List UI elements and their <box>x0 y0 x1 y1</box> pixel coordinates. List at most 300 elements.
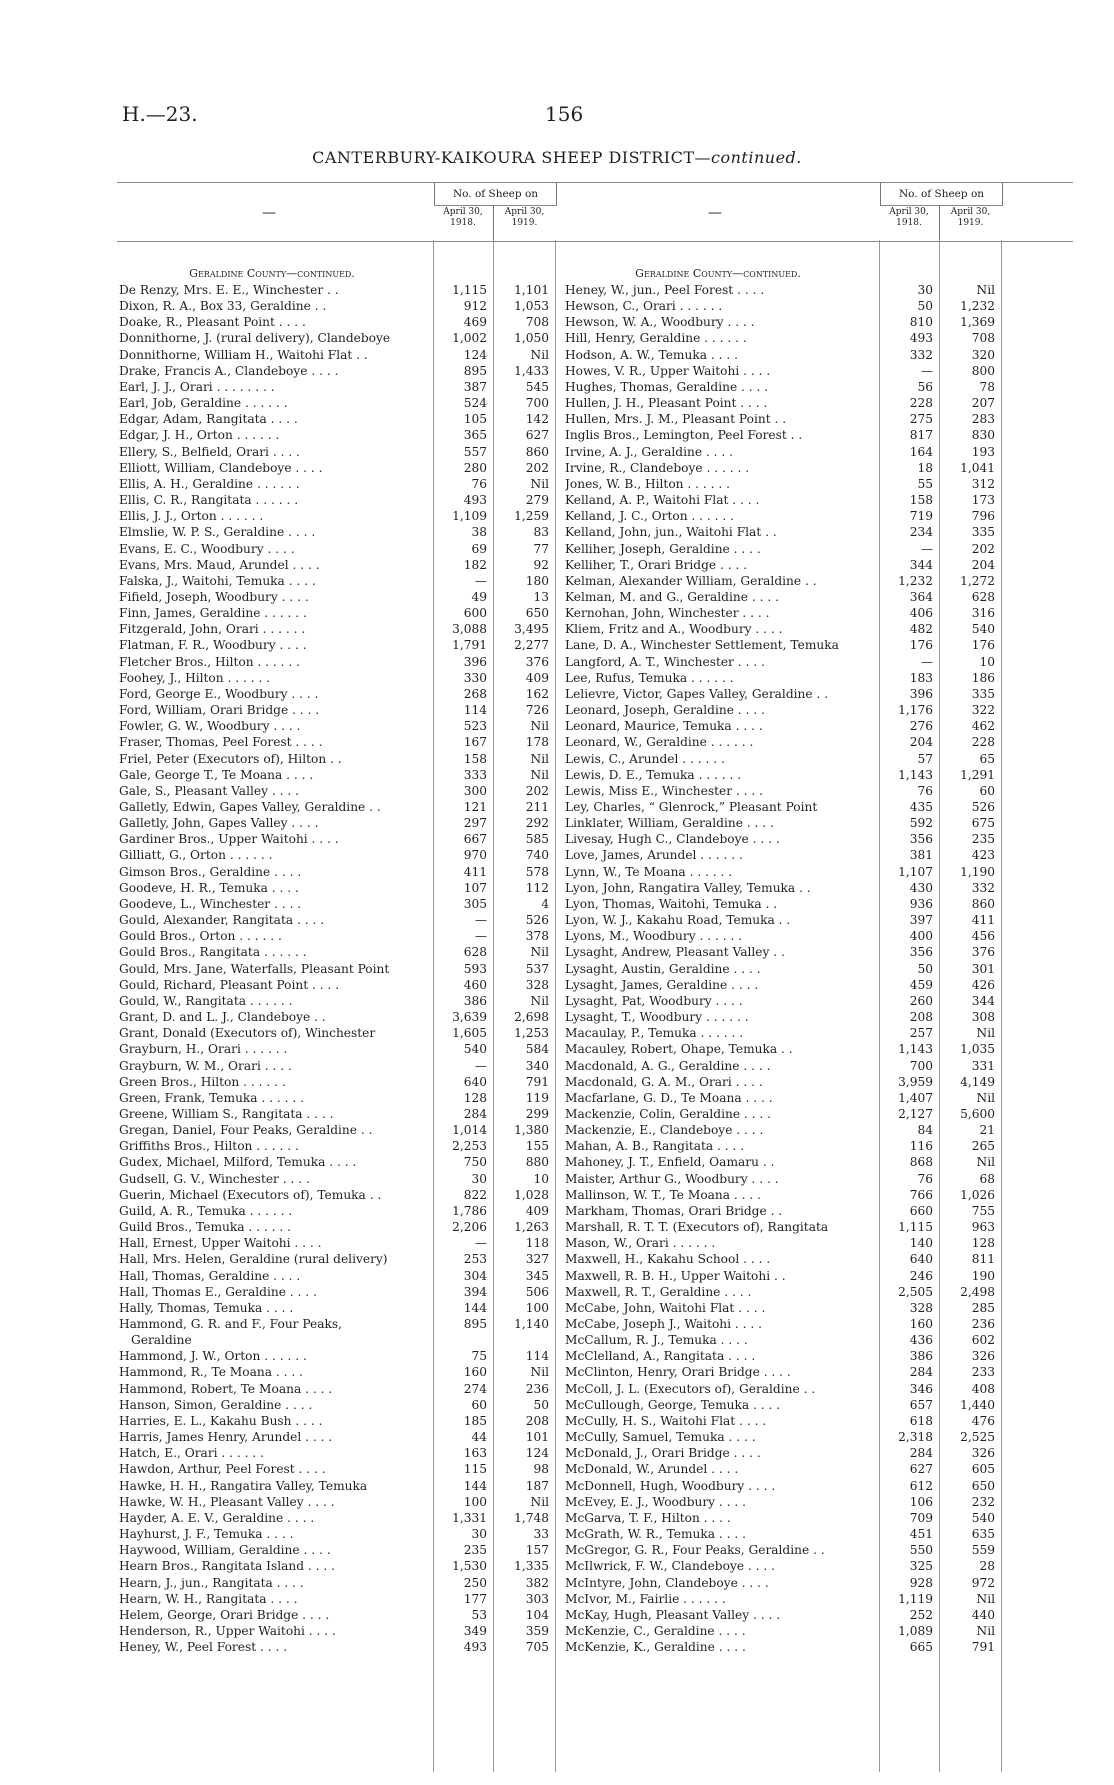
owner-name: Heney, W., jun., Peel Forest . . . . <box>565 283 765 297</box>
owner-name: Ford, George E., Woodbury . . . . <box>119 686 319 701</box>
table-row <box>117 573 627 589</box>
table-row <box>563 734 1073 750</box>
owner-name: Lysaght, Andrew, Pleasant Valley . . <box>565 945 785 960</box>
sheep-1918: 275 <box>909 412 933 427</box>
sheep-1919: Nil <box>530 1365 549 1380</box>
sheep-1919: 635 <box>971 1527 995 1542</box>
sheep-1919: 602 <box>971 1333 995 1348</box>
table-row <box>563 1268 1073 1284</box>
owner-name: Lysaght, Austin, Geraldine . . . . <box>565 961 761 976</box>
sheep-1918: 766 <box>909 1187 933 1202</box>
table-row <box>563 1510 1073 1526</box>
owner-name: Lysaght, James, Geraldine . . . . <box>565 977 759 992</box>
table-row <box>117 314 627 330</box>
table-row <box>117 1332 627 1348</box>
table-row <box>563 1364 1073 1380</box>
sheep-1918: 550 <box>909 1543 933 1558</box>
table-row <box>117 928 627 944</box>
sheep-1918: 49 <box>471 589 487 604</box>
owner-name: Hammond, G. R. and F., Four Peaks, <box>119 1317 343 1331</box>
sheep-1919: 1,291 <box>960 767 995 782</box>
table-row <box>117 1413 627 1429</box>
table-row <box>563 1219 1073 1235</box>
sheep-1919: 292 <box>525 816 549 831</box>
sheep-1919: 180 <box>525 573 549 588</box>
owner-name: Edgar, Adam, Rangitata . . . . <box>119 412 298 427</box>
owner-name: Ellis, J. J., Orton . . . . . . <box>119 509 264 524</box>
sheep-1918: 1,143 <box>898 767 933 782</box>
sheep-1919: 972 <box>971 1575 995 1590</box>
sheep-1918: 114 <box>463 703 487 718</box>
sheep-1918: 2,318 <box>898 1430 933 1445</box>
sheep-1918: 208 <box>909 1010 933 1025</box>
table-row <box>563 1639 1073 1655</box>
sheep-1918: 284 <box>463 1106 487 1121</box>
table-row <box>563 1316 1073 1332</box>
sheep-1919: 376 <box>525 654 549 669</box>
owner-name: Lewis, D. E., Temuka . . . . . . <box>565 767 742 782</box>
sheep-1919: 1,380 <box>514 1123 549 1138</box>
sheep-1919: 811 <box>971 1252 995 1267</box>
sheep-1918: 460 <box>463 977 487 992</box>
county-heading: Geraldine County—continued. <box>189 267 355 280</box>
sheep-1919: 5,600 <box>960 1106 995 1121</box>
sheep-1918: 2,505 <box>898 1284 933 1299</box>
left-rows <box>117 282 627 1655</box>
sheep-1918: 235 <box>463 1543 487 1558</box>
owner-name: Green, Frank, Temuka . . . . . . <box>119 1090 305 1105</box>
sheep-1918: 1,107 <box>898 864 933 879</box>
sheep-1919: 2,525 <box>960 1430 995 1445</box>
sheep-1919: 1,101 <box>514 283 549 297</box>
owner-name: Macdonald, A. G., Geraldine . . . . <box>565 1058 771 1073</box>
owner-name: Hayder, A. E. V., Geraldine . . . . <box>119 1510 315 1525</box>
sheep-1919: Nil <box>976 283 995 297</box>
owner-name: Maxwell, R. B. H., Upper Waitohi . . <box>565 1268 786 1283</box>
owner-name: Macaulay, P., Temuka . . . . . . <box>565 1026 744 1041</box>
owner-name: Hayhurst, J. F., Temuka . . . . <box>119 1527 294 1542</box>
sheep-1919: 791 <box>525 1074 549 1089</box>
owner-name: Kelliher, Joseph, Geraldine . . . . <box>565 541 761 556</box>
owner-name: McIlwrick, F. W., Clandeboye . . . . <box>565 1559 776 1574</box>
owner-name: Harries, E. L., Kakahu Bush . . . . <box>119 1413 323 1428</box>
sheep-1919: 340 <box>525 1058 549 1073</box>
year-1919-header: April 30, 1919. <box>950 207 991 228</box>
sheep-1919: 301 <box>971 961 995 976</box>
owner-name: Hearn Bros., Rangitata Island . . . . <box>119 1559 336 1574</box>
table-row <box>117 379 627 395</box>
table-row <box>117 1058 627 1074</box>
sheep-1919: 1,253 <box>514 1026 549 1041</box>
table-row <box>117 524 627 540</box>
sheep-1918: 365 <box>463 428 487 443</box>
sheep-1918: — <box>920 654 933 669</box>
sheep-1919: 21 <box>979 1123 995 1138</box>
sheep-1919: 409 <box>525 670 549 685</box>
sheep-1918: 330 <box>463 670 487 685</box>
sheep-1918: 1,331 <box>452 1510 487 1525</box>
table-row <box>117 1445 627 1461</box>
sheep-1918: 253 <box>463 1252 487 1267</box>
owner-name: Hall, Ernest, Upper Waitohi . . . . <box>119 1236 322 1251</box>
sheep-1918: 394 <box>463 1284 487 1299</box>
owner-name: Helem, George, Orari Bridge . . . . <box>119 1607 330 1622</box>
table-row <box>563 1591 1073 1607</box>
owner-name: Lyons, M., Woodbury . . . . . . <box>565 929 743 944</box>
sheep-1918: 115 <box>463 1462 487 1477</box>
sheep-1918: 2,127 <box>898 1106 933 1121</box>
table-row <box>117 1203 627 1219</box>
table-row <box>563 751 1073 767</box>
sheep-1918: 304 <box>463 1268 487 1283</box>
owner-name: Gale, S., Pleasant Valley . . . . <box>119 783 299 798</box>
sheep-1919: 77 <box>533 541 549 556</box>
sheep-1918: 928 <box>909 1575 933 1590</box>
sheep-1919: 299 <box>525 1106 549 1121</box>
table-row <box>563 1348 1073 1364</box>
table-row <box>563 1429 1073 1445</box>
sheep-tables <box>0 182 1114 1772</box>
table-row <box>117 637 627 653</box>
table-row <box>563 815 1073 831</box>
table-row <box>117 1575 627 1591</box>
table-row <box>563 767 1073 783</box>
sheep-1919: 118 <box>525 1236 549 1251</box>
sheep-1919: 1,440 <box>960 1397 995 1412</box>
sheep-1918: — <box>474 1236 487 1251</box>
sheep-1918: 387 <box>463 379 487 394</box>
owner-name: Leonard, Joseph, Geraldine . . . . <box>565 703 765 718</box>
owner-name: De Renzy, Mrs. E. E., Winchester . . <box>119 283 339 297</box>
table-row <box>563 621 1073 637</box>
sheep-1918: 349 <box>463 1623 487 1638</box>
owner-name: Marshall, R. T. T. (Executors of), Rangitata <box>565 1220 829 1235</box>
sheep-1918: 1,176 <box>898 703 933 718</box>
table-row <box>117 476 627 492</box>
sheep-1918: 524 <box>463 396 487 411</box>
sheep-1919: 279 <box>525 493 549 508</box>
table-row <box>117 1526 627 1542</box>
sheep-1918: 364 <box>909 589 933 604</box>
table-row <box>117 1154 627 1170</box>
owner-name: McDonald, W., Arundel . . . . <box>565 1462 739 1477</box>
owner-name: McEvey, E. J., Woodbury . . . . <box>565 1494 747 1509</box>
table-row <box>563 1461 1073 1477</box>
table-row <box>117 1607 627 1623</box>
sheep-1918: 459 <box>909 977 933 992</box>
table-row <box>117 1041 627 1057</box>
table-row <box>117 1591 627 1607</box>
owner-name: Doake, R., Pleasant Point . . . . <box>119 315 306 330</box>
owner-name: Fletcher Bros., Hilton . . . . . . <box>119 654 301 669</box>
sheep-1918: 709 <box>909 1510 933 1525</box>
sheep-1918: 182 <box>463 557 487 572</box>
table-row <box>563 1074 1073 1090</box>
sheep-1919: 178 <box>525 735 549 750</box>
owner-name: Hawdon, Arthur, Peel Forest . . . . <box>119 1462 326 1477</box>
owner-name: Evans, E. C., Woodbury . . . . <box>119 541 295 556</box>
table-row <box>563 541 1073 557</box>
sheep-1919: 124 <box>525 1446 549 1461</box>
owner-name: Hammond, J. W., Orton . . . . . . <box>119 1349 307 1364</box>
table-row <box>563 702 1073 718</box>
sheep-1918: 436 <box>909 1333 933 1348</box>
table-row <box>117 1187 627 1203</box>
table-row <box>117 1219 627 1235</box>
sheep-1919: 506 <box>525 1284 549 1299</box>
table-row <box>563 1122 1073 1138</box>
sheep-1919: 207 <box>971 396 995 411</box>
owner-name: Mahan, A. B., Rangitata . . . . <box>565 1139 745 1154</box>
table-row <box>563 1284 1073 1300</box>
sheep-1918: 50 <box>917 961 933 976</box>
sheep-1919: 10 <box>979 654 995 669</box>
table-row <box>117 1009 627 1025</box>
sheep-1919: 208 <box>525 1413 549 1428</box>
table-row <box>563 686 1073 702</box>
owner-name: Fifield, Joseph, Woodbury . . . . <box>119 589 309 604</box>
owner-name: Lyon, John, Rangatira Valley, Temuka . . <box>565 880 811 895</box>
sheep-1918: 810 <box>909 315 933 330</box>
owner-name: Love, James, Arundel . . . . . . <box>565 848 743 863</box>
title-main: CANTERBURY-KAIKOURA SHEEP DISTRICT— <box>312 148 712 167</box>
table-row <box>117 1122 627 1138</box>
owner-name: Ley, Charles, “ Glenrock,” Pleasant Point <box>565 800 818 814</box>
year-1919-header: April 30, 1919. <box>504 207 545 228</box>
owner-name: Gregan, Daniel, Four Peaks, Geraldine . . <box>119 1123 373 1138</box>
sheep-1918: 618 <box>909 1413 933 1428</box>
table-row <box>563 492 1073 508</box>
sheep-1918: 38 <box>471 525 487 540</box>
sheep-1919: 860 <box>525 444 549 459</box>
table-row <box>117 1138 627 1154</box>
table-row <box>117 799 627 815</box>
owner-name: Hewson, C., Orari . . . . . . <box>565 299 723 314</box>
owner-name: Lyon, Thomas, Waitohi, Temuka . . <box>565 896 778 911</box>
sheep-1919: 2,698 <box>514 1010 549 1025</box>
table-row <box>117 1025 627 1041</box>
sheep-1919: Nil <box>530 1494 549 1509</box>
sheep-1919: 155 <box>525 1139 549 1154</box>
table-row <box>563 896 1073 912</box>
owner-name: Elliott, William, Clandeboye . . . . <box>119 460 323 475</box>
table-row <box>117 1268 627 1284</box>
document-reference: H.—23. <box>122 102 198 126</box>
table-row <box>563 1381 1073 1397</box>
sheep-1919: 650 <box>971 1478 995 1493</box>
sheep-1919: 4 <box>541 896 549 911</box>
sheep-1919: 332 <box>971 880 995 895</box>
table-row <box>563 1494 1073 1510</box>
table-row <box>117 605 627 621</box>
sheep-1919: Nil <box>530 993 549 1008</box>
owner-name: Gould Bros., Rangitata . . . . . . <box>119 945 307 960</box>
sheep-1919: 233 <box>971 1365 995 1380</box>
sheep-1918: 817 <box>909 428 933 443</box>
sheep-1919: 440 <box>971 1607 995 1622</box>
table-row <box>563 1090 1073 1106</box>
owner-name: Irvine, R., Clandeboye . . . . . . <box>565 460 750 475</box>
sheep-1918: 493 <box>463 1640 487 1655</box>
sheep-1918: 3,959 <box>898 1074 933 1089</box>
owner-name: Markham, Thomas, Orari Bridge . . <box>565 1203 783 1218</box>
table-row <box>563 1413 1073 1429</box>
table-row <box>117 1381 627 1397</box>
sheep-1918: 276 <box>909 719 933 734</box>
sheep-1919: 303 <box>525 1591 549 1606</box>
sheep-1919: 376 <box>971 945 995 960</box>
owner-name: Kernohan, John, Winchester . . . . <box>565 606 770 621</box>
table-row <box>117 460 627 476</box>
table-row <box>117 1235 627 1251</box>
sheep-1919: 378 <box>525 929 549 944</box>
sheep-1918: 333 <box>463 767 487 782</box>
sheep-1918: 1,014 <box>452 1123 487 1138</box>
table-row <box>563 1607 1073 1623</box>
sheep-1919: 312 <box>971 476 995 491</box>
sheep-1918: 451 <box>909 1527 933 1542</box>
owner-name: Gilliatt, G., Orton . . . . . . <box>119 848 273 863</box>
owner-name: McIvor, M., Fairlie . . . . . . <box>565 1591 726 1606</box>
sheep-1918: 665 <box>909 1640 933 1655</box>
table-row <box>117 767 627 783</box>
sheep-1919: 335 <box>971 686 995 701</box>
sheep-1918: 234 <box>909 525 933 540</box>
sheep-1918: 3,639 <box>452 1010 487 1025</box>
sheep-1919: 28 <box>979 1559 995 1574</box>
sheep-1919: 33 <box>533 1527 549 1542</box>
table-row <box>563 1575 1073 1591</box>
owner-name: Haywood, William, Geraldine . . . . <box>119 1543 331 1558</box>
sheep-1918: 325 <box>909 1559 933 1574</box>
owner-name: McGrath, W. R., Temuka . . . . <box>565 1527 747 1542</box>
sheep-1918: 144 <box>463 1300 487 1315</box>
owner-name: Leonard, Maurice, Temuka . . . . <box>565 719 763 734</box>
sheep-1918: 177 <box>463 1591 487 1606</box>
sheep-1918: — <box>920 363 933 378</box>
sheep-1918: 386 <box>909 1349 933 1364</box>
table-row <box>117 363 627 379</box>
sheep-1918: 557 <box>463 444 487 459</box>
table-row <box>563 1106 1073 1122</box>
table-row <box>117 1316 627 1332</box>
table-row <box>563 444 1073 460</box>
page-header <box>0 102 1114 132</box>
table-row <box>117 541 627 557</box>
owner-name: Donnithorne, J. (rural delivery), Clandeboye <box>119 331 391 346</box>
sheep-1918: 18 <box>917 460 933 475</box>
owner-name: Earl, J. J., Orari . . . . . . . . <box>119 379 275 394</box>
sheep-1919: 359 <box>525 1623 549 1638</box>
owner-name: Lewis, Miss E., Winchester . . . . <box>565 783 764 798</box>
table-row <box>117 912 627 928</box>
owner-name: Hearn, J., jun., Rangitata . . . . <box>119 1575 304 1590</box>
owner-name: Mackenzie, Colin, Geraldine . . . . <box>565 1106 772 1121</box>
sheep-1918: 228 <box>909 396 933 411</box>
owner-name: Henderson, R., Upper Waitohi . . . . <box>119 1623 336 1638</box>
sheep-1919: 316 <box>971 606 995 621</box>
sheep-1919: 526 <box>971 800 995 814</box>
owner-name: Hammond, R., Te Moana . . . . <box>119 1365 304 1380</box>
table-row <box>563 1542 1073 1558</box>
table-row <box>563 961 1073 977</box>
owner-name: Kelland, John, jun., Waitohi Flat . . <box>565 525 777 540</box>
sheep-1918: 30 <box>471 1527 487 1542</box>
owner-name: Ellis, C. R., Rangitata . . . . . . <box>119 493 299 508</box>
sheep-1919: 545 <box>525 379 549 394</box>
sheep-1918: 592 <box>909 816 933 831</box>
sheep-1919: 202 <box>525 460 549 475</box>
sheep-1918: 57 <box>917 751 933 766</box>
sheep-1919: 285 <box>971 1300 995 1315</box>
sheep-1918: 163 <box>463 1446 487 1461</box>
sheep-1918: 1,115 <box>452 283 487 297</box>
table-row <box>117 1251 627 1267</box>
sheep-1919: 202 <box>525 783 549 798</box>
owner-name: Maxwell, R. T., Geraldine . . . . <box>565 1284 752 1299</box>
table-row <box>117 1171 627 1187</box>
sheep-1918: 1,119 <box>898 1591 933 1606</box>
owner-name: McKenzie, C., Geraldine . . . . <box>565 1623 746 1638</box>
sheep-1918: 406 <box>909 606 933 621</box>
sheep-1919: 308 <box>971 1010 995 1025</box>
owner-name: Edgar, J. H., Orton . . . . . . <box>119 428 280 443</box>
owner-name: Hearn, W. H., Rangitata . . . . <box>119 1591 298 1606</box>
table-row <box>563 1332 1073 1348</box>
sheep-1918: 158 <box>909 493 933 508</box>
sheep-1919: 1,041 <box>960 460 995 475</box>
sheep-1918: 121 <box>463 800 487 814</box>
sheep-1919: 202 <box>971 541 995 556</box>
owner-name: Guild Bros., Temuka . . . . . . <box>119 1220 291 1235</box>
sheep-1919: 326 <box>971 1446 995 1461</box>
sheep-1918: 396 <box>463 654 487 669</box>
sheep-1919: 456 <box>971 929 995 944</box>
table-row <box>117 864 627 880</box>
owner-name: Hatch, E., Orari . . . . . . <box>119 1446 265 1461</box>
table-row <box>563 330 1073 346</box>
sheep-1918: 750 <box>463 1155 487 1170</box>
owner-name: Harris, James Henry, Arundel . . . . <box>119 1430 333 1445</box>
right-table-header <box>563 182 1073 242</box>
sheep-1919: 4,149 <box>960 1074 995 1089</box>
sheep-1919: 142 <box>525 412 549 427</box>
sheep-1919: 2,498 <box>960 1284 995 1299</box>
sheep-1918: 124 <box>463 347 487 362</box>
owner-name: McCabe, John, Waitohi Flat . . . . <box>565 1300 766 1315</box>
sheep-1918: — <box>474 929 487 944</box>
owner-name: McIntyre, John, Clandeboye . . . . <box>565 1575 769 1590</box>
table-row <box>117 411 627 427</box>
owner-name: Hawke, W. H., Pleasant Valley . . . . <box>119 1494 335 1509</box>
sheep-1919: 335 <box>971 525 995 540</box>
sheep-1918: 936 <box>909 896 933 911</box>
table-row <box>563 460 1073 476</box>
sheep-1918: 469 <box>463 315 487 330</box>
owner-name: Dixon, R. A., Box 33, Geraldine . . <box>119 299 327 314</box>
sheep-1918: 144 <box>463 1478 487 1493</box>
table-row <box>563 1478 1073 1494</box>
sheep-1919: 537 <box>525 961 549 976</box>
sheep-1918: 2,253 <box>452 1139 487 1154</box>
sheep-1919: 104 <box>525 1607 549 1622</box>
owner-name: Hullen, Mrs. J. M., Pleasant Point . . <box>565 412 787 427</box>
sheep-1919: Nil <box>530 347 549 362</box>
sheep-1918: 246 <box>909 1268 933 1283</box>
owner-name: Gudex, Michael, Milford, Temuka . . . . <box>119 1155 357 1170</box>
sheep-1919: 186 <box>971 670 995 685</box>
sheep-1919: 585 <box>525 832 549 847</box>
